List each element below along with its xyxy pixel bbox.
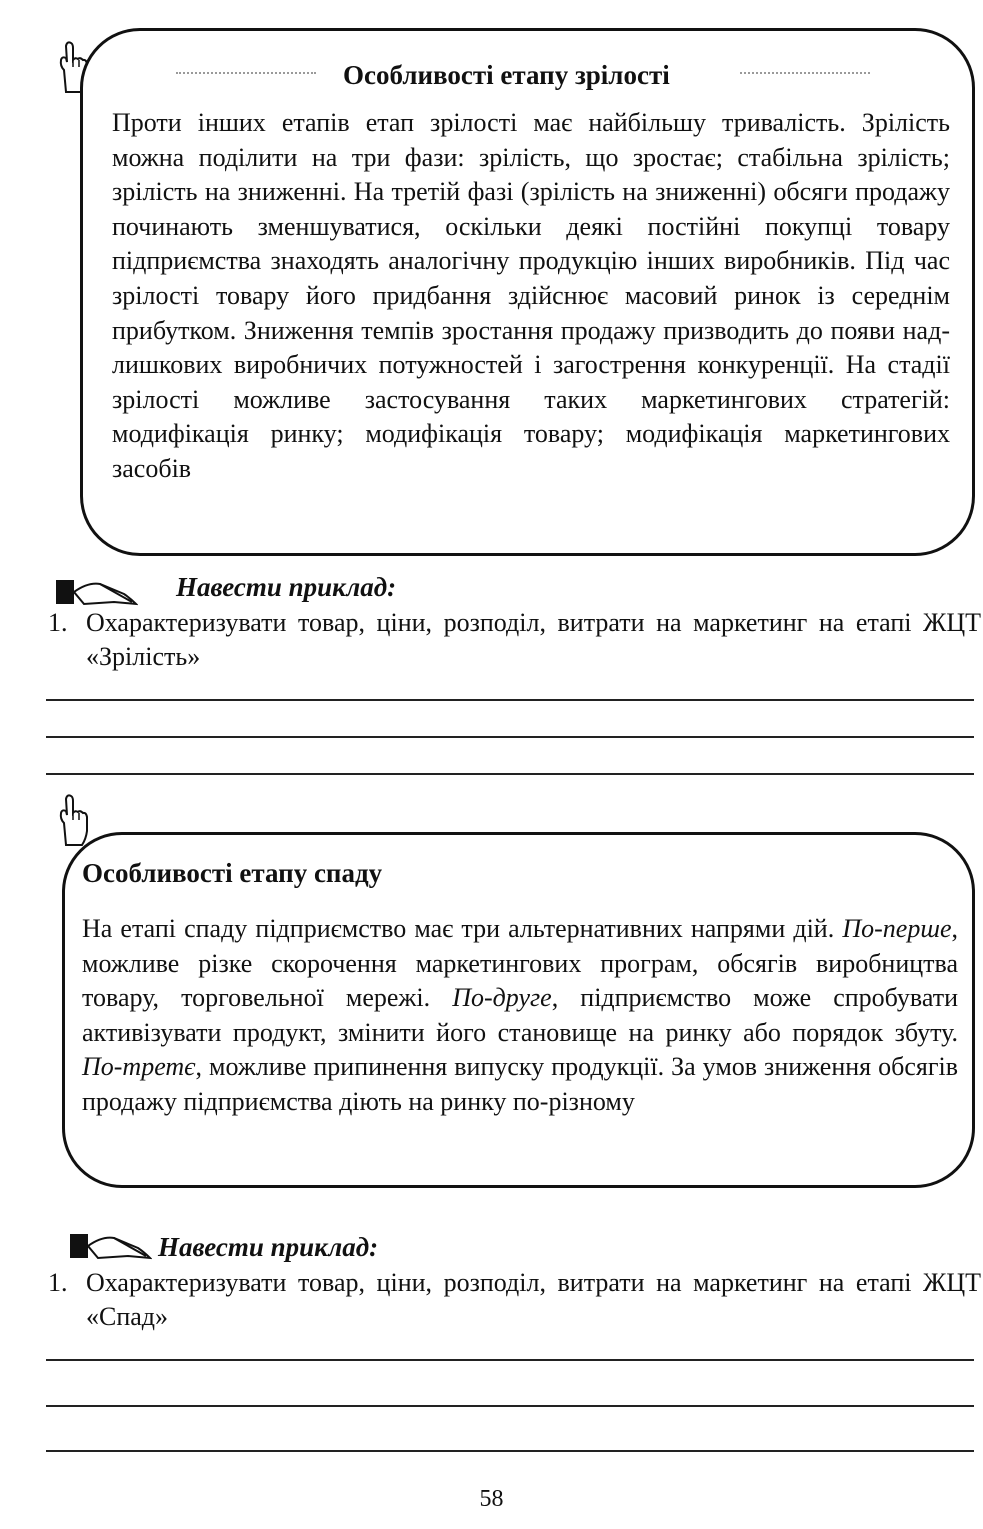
answer-line[interactable] (46, 773, 974, 775)
answer-line[interactable] (46, 736, 974, 738)
task-number: 1. (48, 1268, 68, 1297)
task-text: Охарактеризувати товар, ціни, розподіл, витрати на маркетинг на етапі ЖЦТ «Спад» (86, 1268, 981, 1331)
task-heading-decline: Навести приклад: (158, 1232, 379, 1262)
section-title-decline: Особливості етапу спаду (82, 858, 383, 888)
task-item-maturity (48, 606, 983, 678)
emphasis-second: По-друге (452, 983, 552, 1013)
decline-text-part: , можливе припинення випуску продукції. За умов зниження обсягів продажу підприємства діють на ринку по-різному (82, 1052, 958, 1116)
section-title-maturity: Особливості етапу зрілості (343, 60, 670, 90)
writing-hand-icon (68, 1228, 152, 1260)
decline-text-part: На етапі спаду підприємство має три альтернативних напрями дій. (82, 914, 843, 943)
decorative-rule (176, 72, 316, 74)
answer-line[interactable] (46, 699, 974, 701)
decorative-rule (740, 72, 870, 74)
decline-stage-text (82, 912, 958, 1120)
decline-text-part: , можливе різке скорочення маркетингових програм, обсягів виробництва товару, торговельної мережі. (82, 914, 958, 1013)
answer-line[interactable] (46, 1405, 974, 1407)
task-text: Охарактеризувати товар, ціни, розподіл, витрати на маркетинг на етапі ЖЦТ «Зрілість» (86, 608, 981, 671)
writing-hand-icon (54, 574, 138, 606)
pointing-hand-icon (52, 793, 92, 847)
emphasis-third: По-третє (82, 1052, 196, 1082)
page-number: 58 (479, 1486, 504, 1512)
emphasis-first: По-перше (842, 914, 952, 943)
answer-line[interactable] (46, 1359, 974, 1361)
answer-line[interactable] (46, 1450, 974, 1452)
task-item-decline (48, 1266, 983, 1338)
maturity-stage-text: Проти інших етапів етап зрілості має найбільшу тривалість. Зрілість можна поділити на три фази: зрілість, що зростає; стабільна зрілість; зрілість на зниженні. На третій фазі (зрілість на зниженні) обсяги продажу починають зменшуватися, оскільки деякі постійні покупці товару підприємства знаходять аналогічну продукцію інших виробників. Під час зрілості товару його придбання здійснює масовий ринок із середнім прибутком. Зниження темпів зростання продажу призводить до появи над-лишкових виробничих потужностей і загострення конкуренції. На стадії зрілості можливе застосування таких маркетингових стратегій: модифікація ринку; модифікація товару; модифікація маркетингових засобів (112, 108, 950, 483)
task-number: 1. (48, 608, 68, 637)
decline-text-part: , підприємство може спробувати активізувати продукт, змінити його становище на ринку або порядок збуту. (82, 983, 958, 1047)
task-heading-maturity: Навести приклад: (176, 572, 397, 602)
